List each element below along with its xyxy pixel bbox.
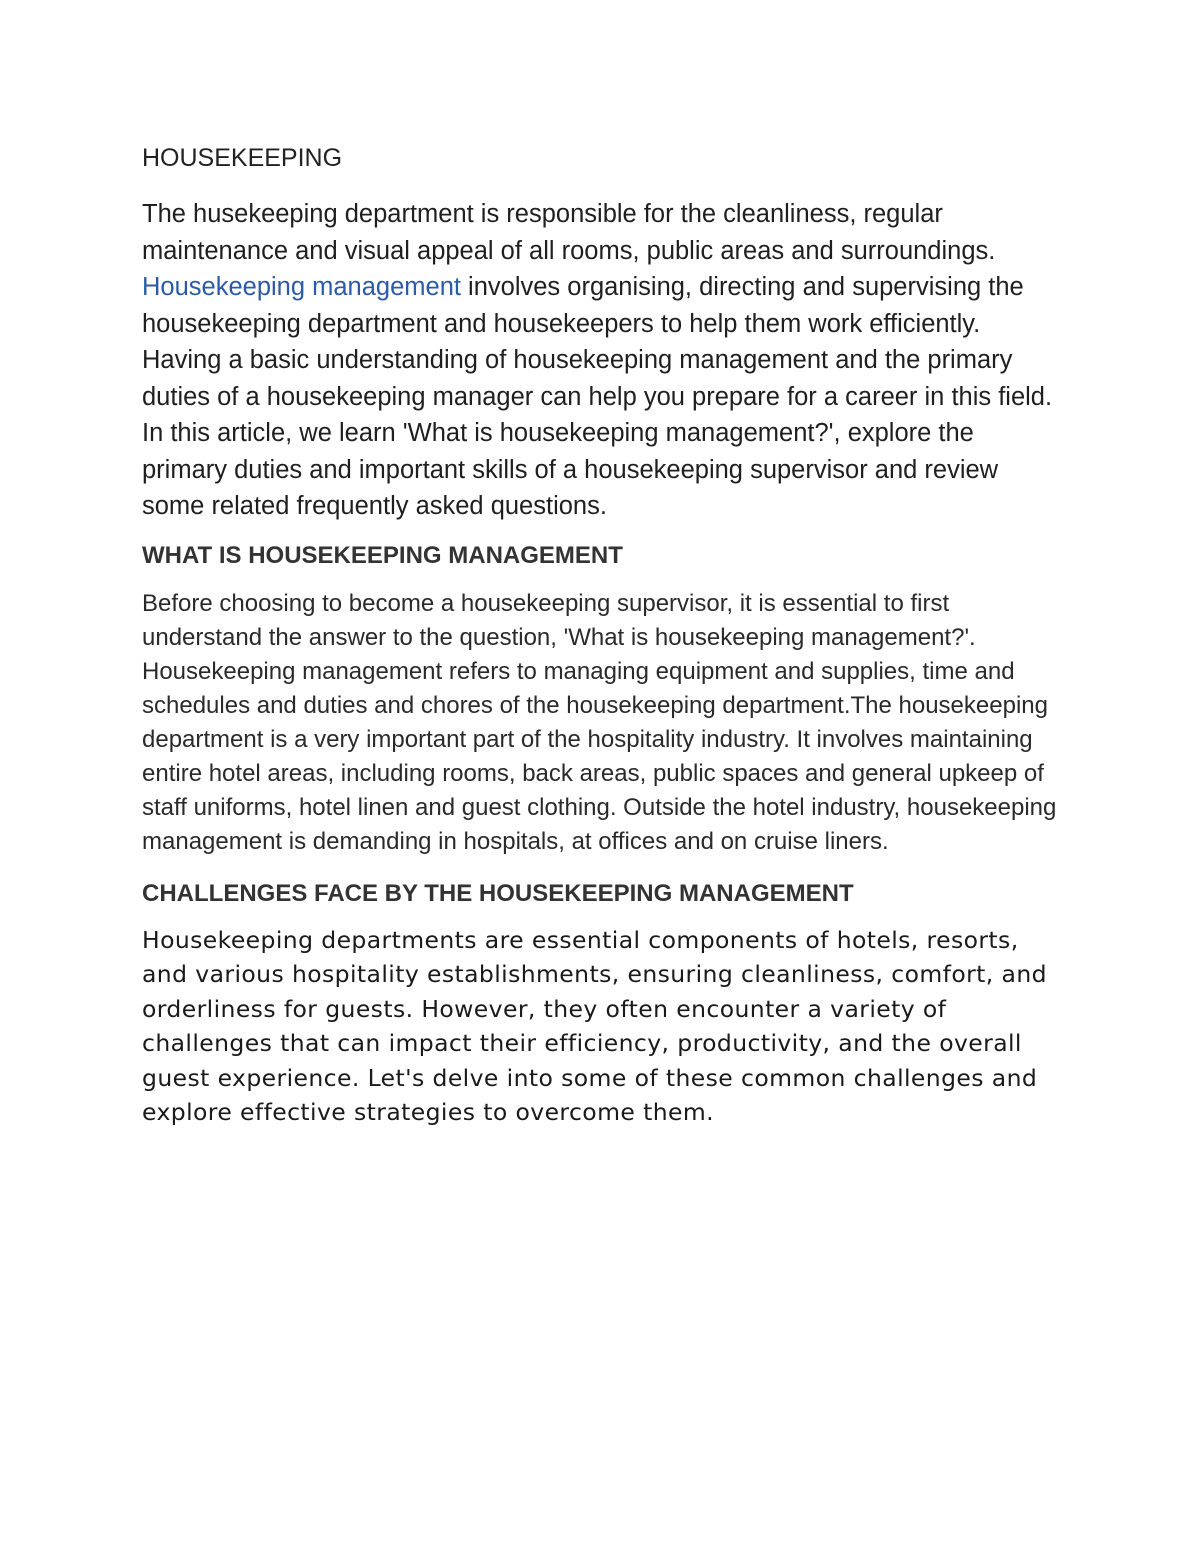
intro-text-after-link: involves organising, directing and supervising the housekeeping department and housekeepers to help them work efficiently. Having a basic understanding of housekeeping management and the primary duties of a housekeeping manager can help you prepare for a career in this field. In this article, we learn 'What is housekeeping management?', explore the primary duties and important skills of a housekeeping supervisor and review some related frequently asked questions. xyxy=(142,273,1053,520)
section-challenges-paragraph: Housekeeping departments are essential components of hotels, resorts, and various hospitality establishments, ensuring cleanliness, comfort, and orderliness for guests. However, they often encounter a variety of challenges that can impact their efficiency, productivity, and the overall guest experience. Let's delve into some of these common challenges and explore effective strategies to overcome them. xyxy=(142,925,1047,1126)
section-what-is-paragraph: Before choosing to become a housekeeping supervisor, it is essential to first understand the answer to the question, 'What is housekeeping management?'. Housekeeping management refers to managing equipment and supplies, time and schedules and duties and chores of the housekeeping department.The housekeeping department is a very important part of the hospitality industry. It involves maintaining entire hotel areas, including rooms, back areas, public spaces and general upkeep of staff uniforms, hotel linen and guest clothing. Outside the hotel industry, housekeeping management is demanding in hospitals, at offices and on cruise liners. xyxy=(142,589,1057,855)
section-heading-challenges: CHALLENGES FACE BY THE HOUSEKEEPING MANAGEMENT xyxy=(142,879,854,907)
intro-text-before-link: The husekeeping department is responsible for the cleanliness, regular maintenance and visual appeal of all rooms, public areas and surroundings. xyxy=(142,200,996,265)
section-heading-what-is: WHAT IS HOUSEKEEPING MANAGEMENT xyxy=(142,541,623,569)
document-page xyxy=(142,140,1062,1144)
housekeeping-management-link[interactable]: Housekeeping management xyxy=(142,273,461,301)
document-title: HOUSEKEEPING xyxy=(142,144,343,172)
intro-paragraph xyxy=(142,196,1062,525)
